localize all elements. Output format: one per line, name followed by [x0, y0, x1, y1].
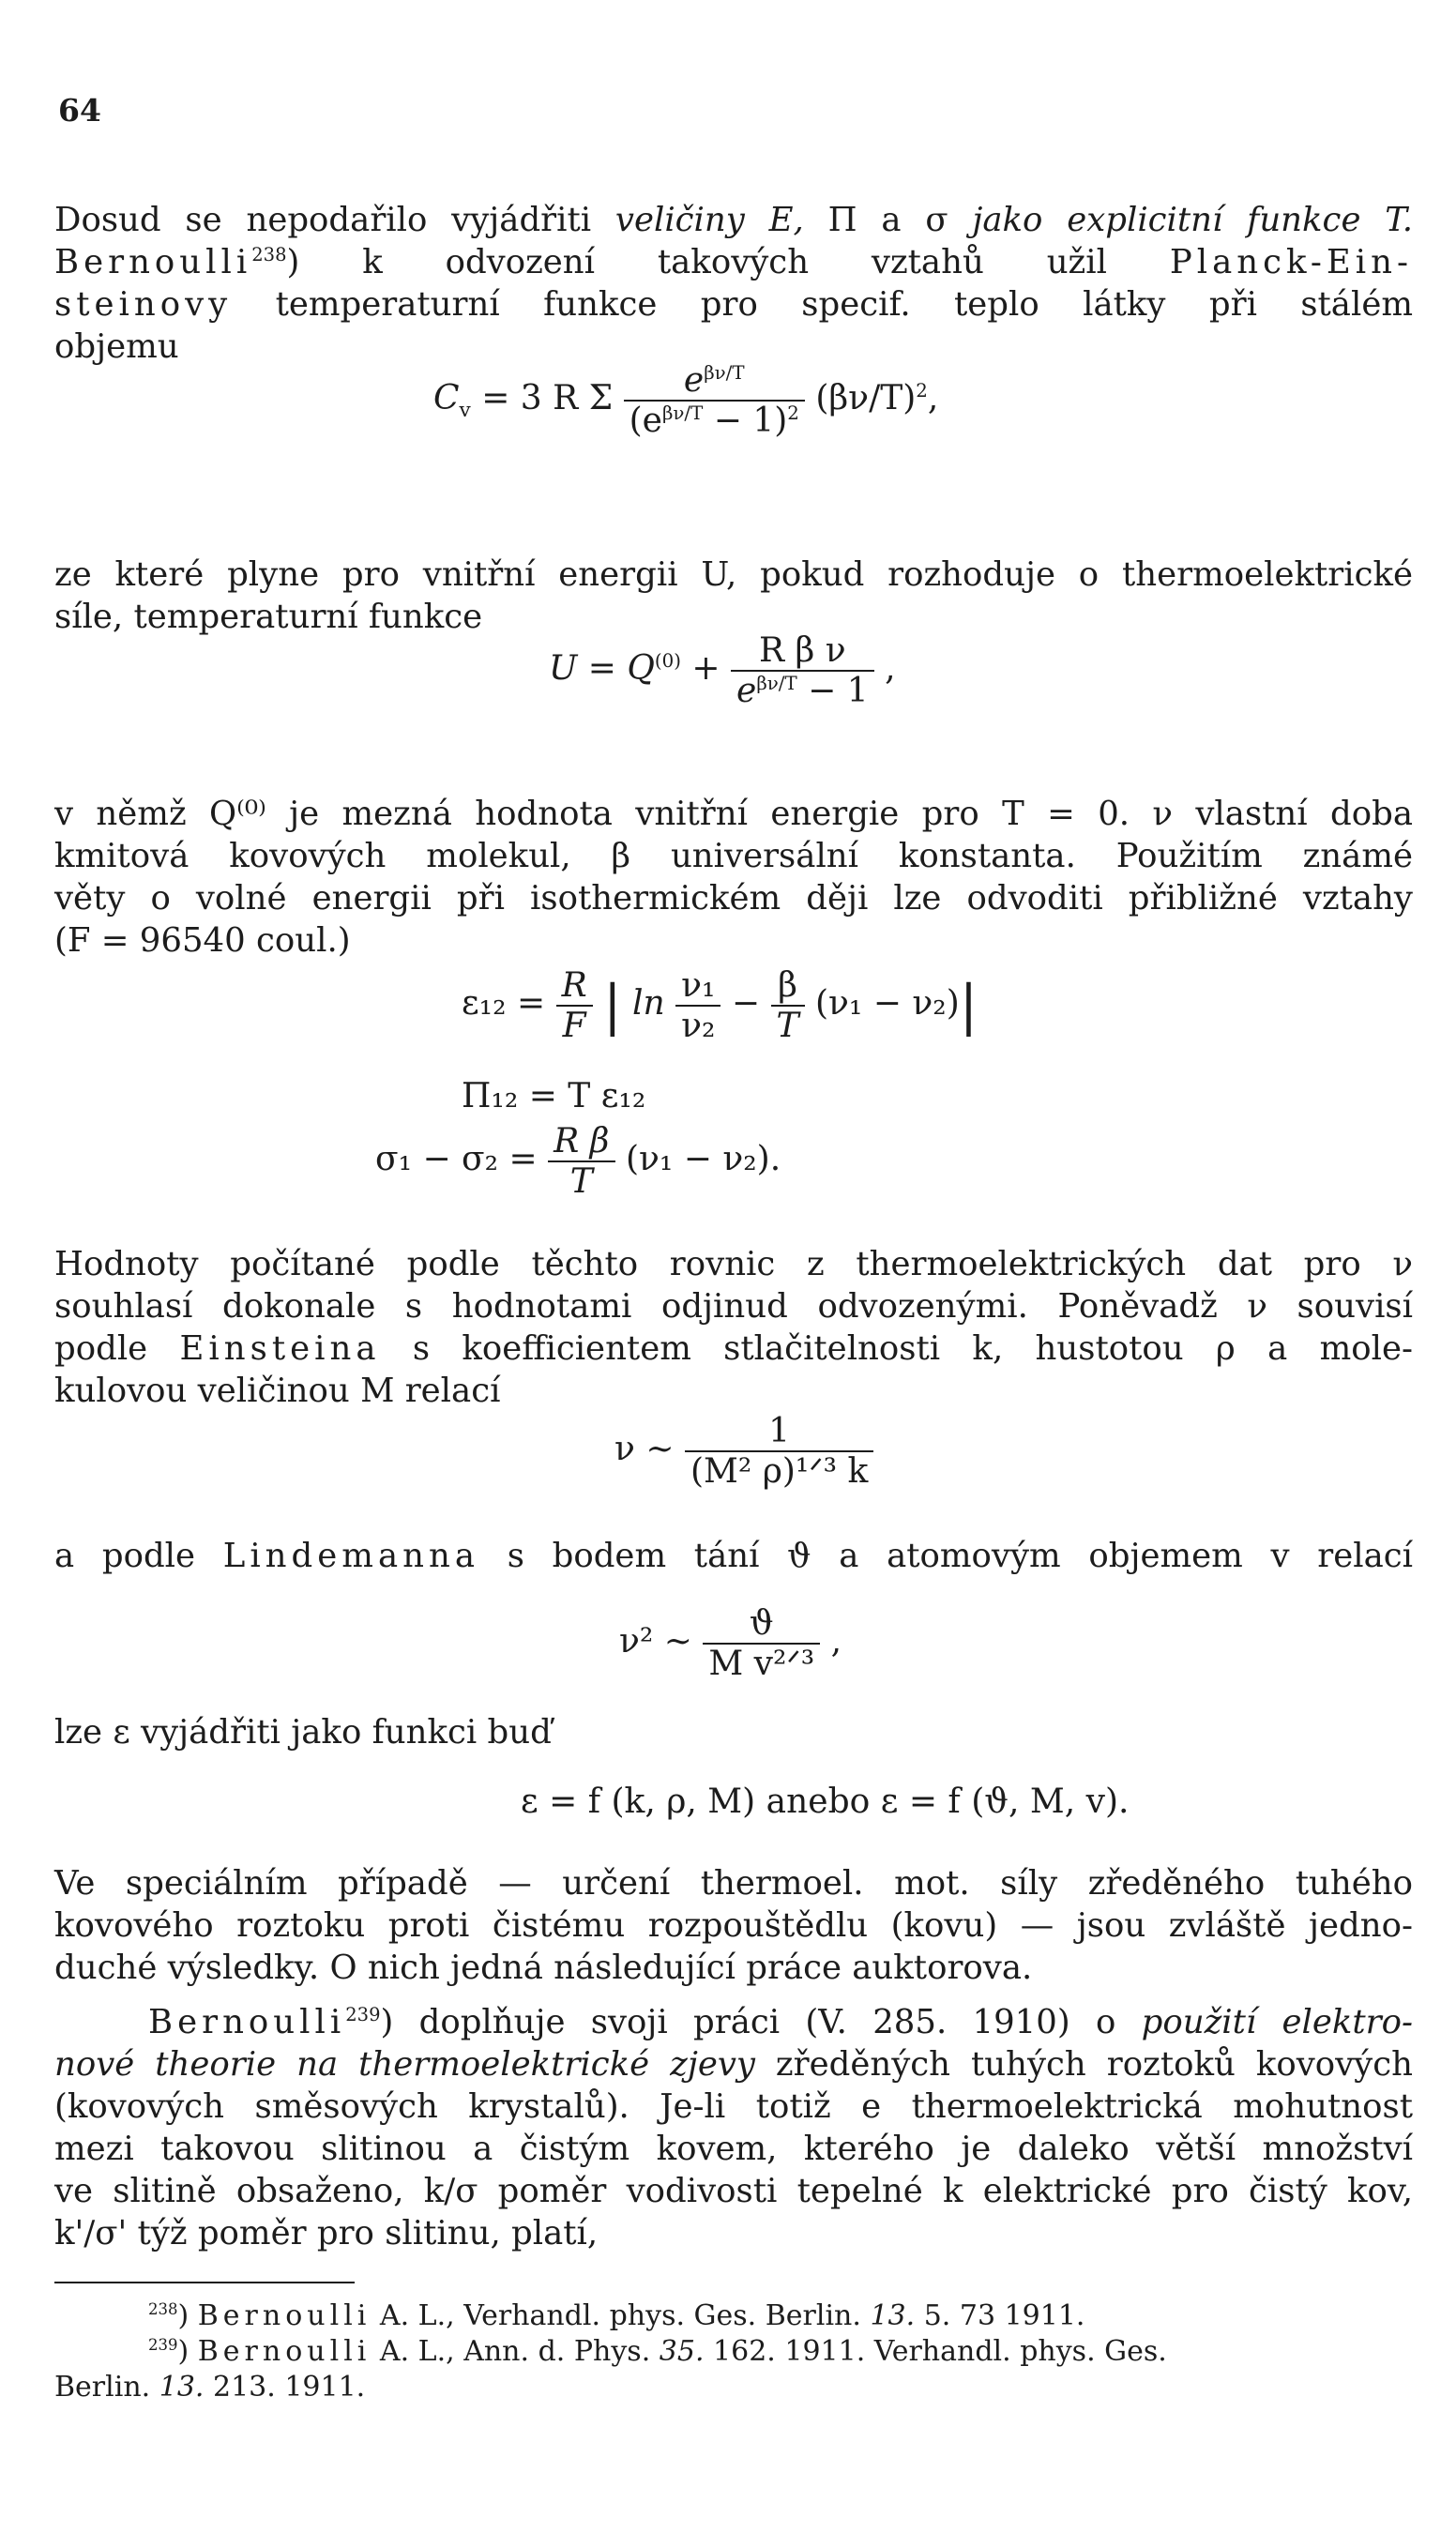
p3-line-3: věty o volné energii při isothermickém ději lze odvoditi přibližné vztahy: [54, 879, 1413, 918]
p8-line-6: k'/σ' týž poměr pro slitinu, platí,: [54, 2214, 599, 2252]
equation-epsilon-function: ε = f (k, ρ, M) anebo ε = f (ϑ, M, v).: [521, 1782, 1130, 1821]
p8-line-4: mezi takovou slitinou a čistým kovem, kterého je daleko větší množství: [54, 2130, 1413, 2168]
p3-line-4: (F = 96540 coul.): [54, 921, 351, 960]
footnote-ref-239[interactable]: 239: [345, 2004, 381, 2026]
paragraph-6: [54, 1711, 1413, 1753]
paragraph-2: [54, 554, 1413, 638]
p8-line-3: (kovových směsových krystalů). Je-li totiž e thermoelektrická mohutnost: [54, 2087, 1413, 2126]
equation-internal-energy: $U = Q^{(0)}$ + $\frac{\text{R β ν}}{e^{\beta\nu/T} - 1}$ ,: [549, 631, 896, 710]
p4-line-3: podle Einsteina s koefficientem stlačitelnosti k, hustotou ρ a mole-: [54, 1329, 1413, 1368]
p1-line-1: Dosud se nepodařilo vyjádřiti veličiny E, Π a σ jako explicitní funkce T.: [54, 201, 1413, 239]
p4-line-2: souhlasí dokonale s hodnotami odjinud odvozenými. Poněvadž ν souvisí: [54, 1287, 1413, 1326]
p1-line-2: Bernoulli$^{238}$) k odvození takových vztahů užil Planck-Ein-: [54, 243, 1413, 281]
footnote-divider: [54, 2282, 355, 2283]
p3-line-2: kmitová kovových molekul, β universální konstanta. Použitím známé: [54, 837, 1413, 875]
p6-line-1: lze ε vyjádřiti jako funkci buď: [54, 1713, 552, 1752]
p8-line-5: ve slitině obsaženo, k/σ poměr vodivosti tepelné k elektrické pro čistý kov,: [54, 2172, 1413, 2210]
eq2-fraction: $\frac{\text{R β ν}}{e^{\beta\nu/T} - 1}$: [731, 631, 874, 710]
p3-line-1: v němž Q⁽⁰⁾ je mezná hodnota vnitřní energie pro T = 0. ν vlastní doba: [54, 795, 1413, 833]
p4-line-4: kulovou veličinou M relací: [54, 1372, 501, 1410]
p7-line-1: Ve speciálním případě — určení thermoel. mot. síly zředěného tuhého: [54, 1864, 1413, 1903]
p1-line-4: objemu: [54, 327, 179, 366]
footnotes: [54, 2298, 1413, 2405]
p5-line-1: a podle Lindemanna s bodem tání ϑ a atomovým objemem v relací: [54, 1537, 1414, 1575]
p2-line-1: ze které plyne pro vnitřní energii U, pokud rozhoduje o thermoelektrické: [54, 555, 1413, 594]
page-number: 64: [58, 92, 101, 129]
paragraph-1: [54, 199, 1413, 368]
equation-epsilon: ε₁₂ = $\frac{R}{F}$ | ln $\frac{\text{ν₁}}{\text{ν₂}}$ − $\frac{\beta}{T}$ (ν₁ − ν₂)|: [462, 966, 978, 1045]
footnote-239: $^{239}$) Bernoulli A. L., Ann. d. Phys. 35. 162. 1911. Verhandl. phys. Ges.: [148, 2335, 1167, 2368]
paragraph-5: [54, 1535, 1413, 1577]
paragraph-8: [54, 2001, 1413, 2254]
equation-peltier: Π₁₂ = T ε₁₂: [462, 1077, 646, 1115]
p2-line-2: síle, temperaturní funkce: [54, 598, 483, 636]
paragraph-7: [54, 1862, 1413, 1989]
equation-nu-melting: ν² ∼ $\frac{ϑ}{\text{M v²ᐟ³}}$ ,: [619, 1604, 842, 1683]
equation-heat-capacity: $C_v = 3$ R Σ $\frac{e^{\beta\nu/T}}{(e^{\beta\nu/T} - 1)^2}$ $(\beta\nu/T)^2$,: [433, 361, 939, 440]
p8-line-1: Bernoulli$^{239}$) doplňuje svoji práci (V. 285. 1910) o použití elektro-: [148, 2003, 1413, 2041]
equation-thomson: σ₁ − σ₂ = $\frac{\text{R β}}{T}$ (ν₁ − ν₂).: [375, 1122, 781, 1201]
footnote-238: $^{238}$) Bernoulli A. L., Verhandl. phys. Ges. Berlin. 13. 5. 73 1911.: [148, 2299, 1085, 2332]
p7-line-3: duché výsledky. O nich jedná následující práce auktorova.: [54, 1949, 1033, 1987]
paragraph-4: [54, 1243, 1413, 1412]
footnote-ref-238[interactable]: 238: [251, 244, 287, 266]
equation-nu-compressibility: ν ∼ $\frac{1}{\text{(M² ρ)¹ᐟ³ k}}$: [614, 1412, 873, 1491]
p4-line-1: Hodnoty počítané podle těchto rovnic z thermoelektrických dat pro ν: [54, 1245, 1413, 1283]
eq1-fraction: $\frac{e^{\beta\nu/T}}{(e^{\beta\nu/T} - 1)^2}$: [624, 361, 805, 440]
p1-line-3: steinovy temperaturní funkce pro specif. teplo látky při stálém: [54, 285, 1413, 324]
p7-line-2: kovového roztoku proti čistému rozpouštědlu (kovu) — jsou zvláště jedno-: [54, 1906, 1413, 1945]
footnote-239-cont: Berlin. 13. 213. 1911.: [54, 2371, 366, 2404]
p8-line-2: nové theorie na thermoelektrické zjevy zředěných tuhých roztoků kovových: [54, 2045, 1413, 2084]
paragraph-3: [54, 793, 1413, 962]
